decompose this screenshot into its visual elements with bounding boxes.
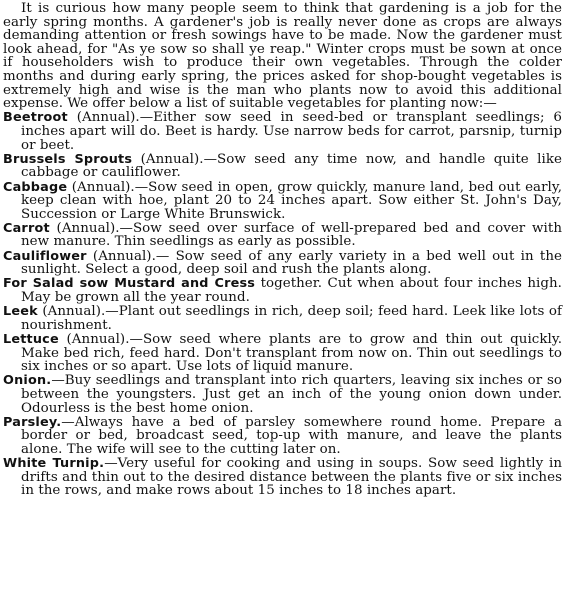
entry-text: —Very useful for cooking and using in soups. Sow seed lightly in drifts and thin out to the desired distance between the plants five or six inches in the rows, and make rows about 15 inches to 18 inches apart. [21, 456, 562, 499]
intro-paragraph: It is curious how many people seem to think that gardening is a job for the early spring months. A gardener's job is really never done as crops are always demanding attention or fresh sowings have to be made. Now the gardener must look ahead, for "As ye sow so shall ye reap." Winter crops must be sown at once if householders wish to produce their own vegetables. Through the colder months and during early spring, the prices asked for shop-bought vegetables is extremely high and wise is the man who plants now to avoid this additional expense. We offer below a list of suitable vegetables for planting now:— [3, 1, 562, 112]
entry-text: (Annual).—Sow seed in open, grow quickly, manure land, bed out early, keep clean with hoe, plant 20 to 24 inches apart. Sow either St. John's Day, Succession or Large White Brunswick. [21, 179, 562, 222]
vegetable-name: For Salad sow Mustard and Cress [3, 276, 256, 292]
entry-text: (Annual).—Sow seed where plants are to grow and thin out quickly. Make bed rich, feed hard. Don't transplant from now on. Thin out seedlings to six inches or so apart. Use lots of liquid manure. [21, 332, 562, 375]
vegetable-name: Onion. [3, 373, 52, 389]
entry-salad-mustard-cress [3, 277, 562, 304]
vegetable-name: Cabbage [3, 179, 68, 195]
entry-brussels-sprouts [3, 153, 562, 180]
entry-leek [3, 305, 562, 332]
entry-onion [3, 374, 562, 415]
vegetable-name: Brussels Sprouts [3, 151, 133, 167]
entry-text: (Annual).—Plant out seedlings in rich, deep soil; feed hard. Leek like lots of nourishment. [21, 304, 562, 333]
entry-cauliflower [3, 250, 562, 277]
entry-text: —Buy seedlings and transplant into rich quarters, leaving six inches or so between the youngsters. Just get an inch of the young onion down under. Odourless is the best home onion. [21, 373, 562, 416]
entry-text: together. Cut when about four inches high. May be grown all the year round. [21, 276, 562, 306]
entry-text: —Always have a bed of parsley somewhere round home. Prepare a border or bed, broadcast seed, top-up with manure, and leave the plants alone. The wife will see to the cutting later on. [21, 414, 562, 457]
entry-text: (Annual).—Either sow seed in seed-bed or transplant seedlings; 6 inches apart will do. Beet is hardy. Use narrow beds for carrot, parsnip, turnip or beet. [21, 110, 562, 153]
entry-white-turnip [3, 457, 562, 498]
vegetable-name: Beetroot [3, 110, 68, 126]
gardening-article [3, 2, 562, 498]
vegetable-name: Cauliflower [3, 248, 87, 264]
entry-carrot [3, 222, 562, 249]
entry-parsley [3, 416, 562, 457]
entry-lettuce [3, 333, 562, 374]
vegetable-name: Parsley. [3, 414, 62, 430]
entry-text: (Annual).—Sow seed over surface of well-prepared bed and cover with new manure. Thin seedlings as early as possible. [21, 220, 562, 250]
entry-text: (Annual).— Sow seed of any early variety in a bed well out in the sunlight. Select a good, deep soil and rush the plants along. [21, 248, 562, 278]
vegetable-name: Leek [3, 304, 38, 320]
entry-cabbage [3, 181, 562, 222]
vegetable-name: Lettuce [3, 332, 59, 347]
vegetable-name: White Turnip. [3, 456, 105, 472]
entry-text: (Annual).—Sow seed any time now, and handle quite like cabbage or cauliflower. [21, 151, 562, 181]
vegetable-name: Carrot [3, 220, 50, 236]
entry-beetroot [3, 111, 562, 152]
